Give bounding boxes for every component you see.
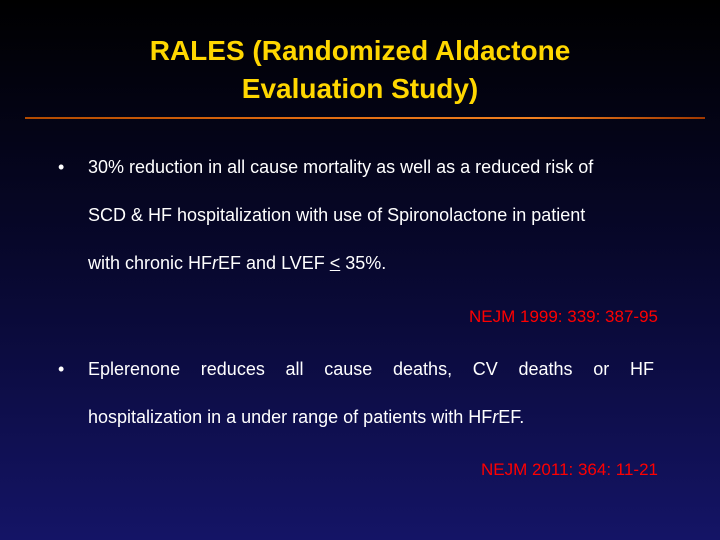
point-2-reference: NEJM 2011: 364: 11-21 <box>480 460 658 479</box>
point-1-line-3-part-b: EF and LVEF <box>218 253 330 273</box>
point-1-reduced-r: r <box>212 253 219 273</box>
title-divider <box>25 117 705 119</box>
slide-title-line-2: Evaluation Study) <box>241 73 479 104</box>
bullet-2-marker: • <box>58 359 65 379</box>
point-1-line-1: 30% reduction in all cause mortality as well as a reduced risk of <box>88 157 594 177</box>
point-1-line-3-part-a: with chronic HF <box>88 253 213 273</box>
bullet-1-marker: • <box>58 157 65 177</box>
slide-title-line-1: RALES (Randomized Aldactone <box>149 35 571 66</box>
point-1-line-2: SCD & HF hospitalization with use of Spironolactone in patient <box>88 205 586 225</box>
point-2-line-1: Eplerenone reduces all cause deaths, CV deaths or HF <box>88 359 654 379</box>
point-1-line-3-part-c: 35%. <box>340 253 387 273</box>
point-2-reduced-r: r <box>492 407 499 427</box>
less-or-equal-sign: < <box>329 253 341 273</box>
point-2-line-2-part-b: EF. <box>498 407 525 427</box>
point-1-reference: NEJM 1999: 339: 387-95 <box>468 307 658 326</box>
point-1-line-3 <box>88 253 654 273</box>
point-2-line-2-part-a: hospitalization in a under range of patients with HF <box>88 407 493 427</box>
slide-title <box>40 32 680 108</box>
point-2-line-2 <box>88 407 654 427</box>
